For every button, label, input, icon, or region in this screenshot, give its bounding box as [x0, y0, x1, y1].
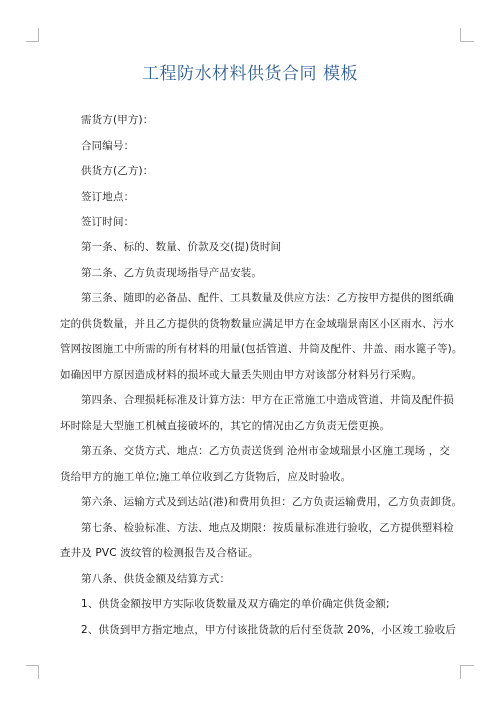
clause-8-item-2: 2、供货到甲方指定地点，甲方付该批货款的后付至货款 20%，小区竣工验收后 [81, 624, 456, 636]
crop-mark-bottom-left [38, 665, 39, 679]
crop-mark-bottom-left [26, 665, 39, 666]
clause-8: 第八条、供货金额及结算方式： [81, 573, 231, 585]
crop-mark-top-left [26, 41, 39, 42]
clause-3-line: 如确因甲方原因造成材料的损坏或大量丢失则由甲方对该部分材料另行采购。 [60, 369, 423, 381]
clause-3-line: 第三条、随即的必备品、配件、工具数量及供应方法：乙方按甲方提供的图纸确 [81, 292, 454, 304]
crop-mark-bottom-right [460, 665, 461, 679]
document-title: 工程防水材料供货合同 模板 [142, 64, 358, 84]
crop-mark-top-right [460, 41, 474, 42]
clause-7-line: 第七条、检验标准、方法、地点及期限：按质量标准进行验收，乙方提供塑料检 [81, 522, 454, 534]
field-signing-time: 签订时间： [81, 216, 135, 228]
clause-8-item-1: 1、供货金额按甲方实际收货数量及双方确定的单价确定供货金额; [81, 598, 390, 610]
field-buyer: 需货方(甲方)： [81, 114, 154, 126]
clause-1: 第一条、标的、数量、价款及交(提)货时间 [81, 241, 282, 253]
crop-mark-top-left [38, 28, 39, 42]
clause-4-line: 第四条、合理损耗标准及计算方法：甲方在正常施工中造成管道、井筒及配件损 [81, 394, 454, 406]
clause-3-line: 定的供货数量，并且乙方提供的货物数量应满足甲方在金域瑞景南区小区雨水、污水 [60, 318, 455, 330]
field-signing-place: 签订地点： [81, 191, 135, 203]
clause-2: 第二条、乙方负责现场指导产品安装。 [81, 267, 263, 279]
clause-7-line: 查井及 PVC 波纹管的检测报告及合格证。 [60, 547, 259, 559]
clause-5-line: 货给甲方的施工单位;施工单位收到乙方货物后，应及时验收。 [60, 471, 352, 483]
clause-5-line: 第五条、交货方式、地点：乙方负责送货到 沧州市金域瑞景小区施工现场 ，交 [81, 445, 451, 457]
clause-3-line: 管网按图施工中所需的所有材料的用量(包括管道、井筒及配件、井盖、雨水篦子等)。 [60, 343, 463, 355]
field-contract-number: 合同编号： [81, 140, 135, 152]
clause-6: 第六条、运输方式及到达站(港)和费用负担：乙方负责运输费用，乙方负责卸货。 [81, 496, 463, 508]
crop-mark-top-right [460, 28, 461, 42]
crop-mark-bottom-right [460, 665, 474, 666]
clause-4-line: 坏时除是大型施工机械直接破坏的，其它的情况由乙方负责无偿更换。 [60, 420, 391, 432]
field-supplier: 供货方(乙方)： [81, 165, 154, 177]
